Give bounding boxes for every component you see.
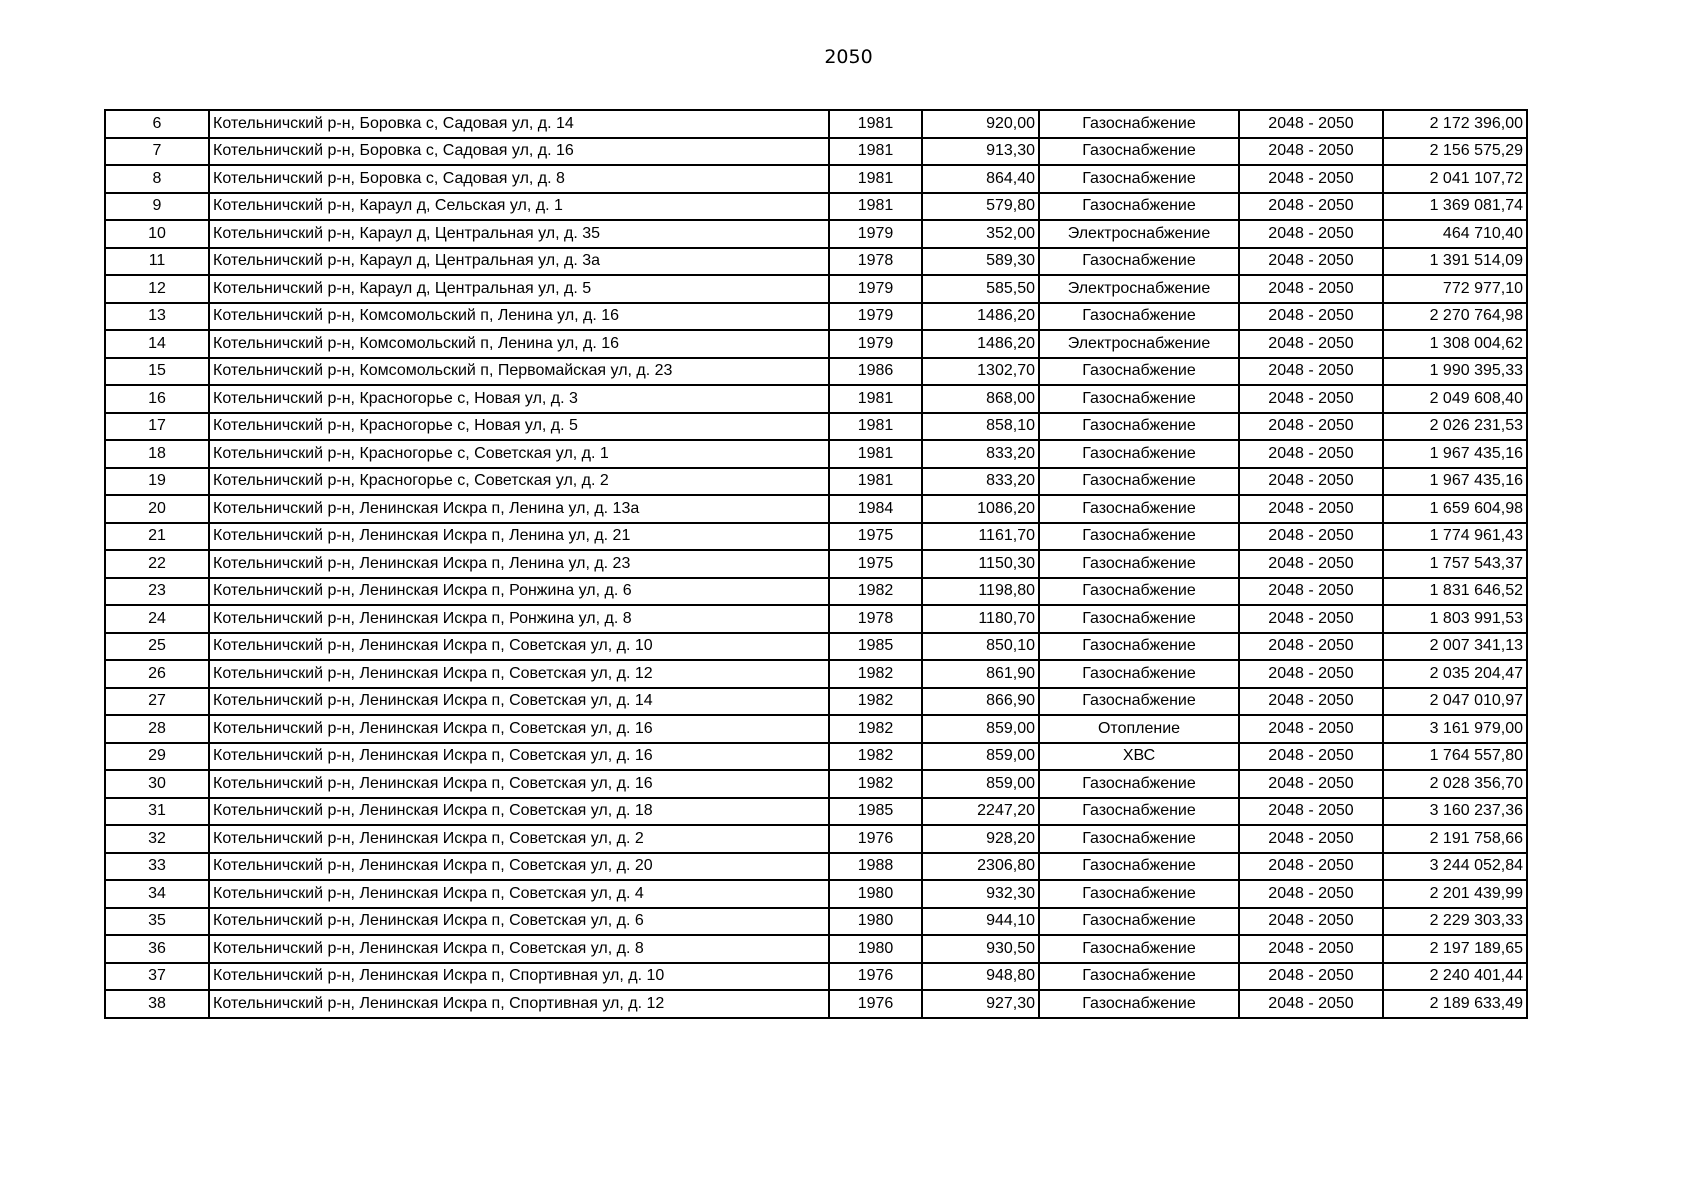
page-number: 2050 bbox=[824, 46, 873, 68]
system-cell: Газоснабжение bbox=[1039, 578, 1239, 606]
table-row bbox=[105, 468, 1527, 496]
system-cell: Отопление bbox=[1039, 715, 1239, 743]
period-cell: 2048 - 2050 bbox=[1239, 578, 1383, 606]
period-cell: 2048 - 2050 bbox=[1239, 248, 1383, 276]
row-number-cell: 7 bbox=[105, 138, 209, 166]
table-row bbox=[105, 853, 1527, 881]
system-cell: Газоснабжение bbox=[1039, 413, 1239, 441]
row-number-cell: 12 bbox=[105, 275, 209, 303]
area-cell: 859,00 bbox=[922, 743, 1039, 771]
row-number-cell: 34 bbox=[105, 880, 209, 908]
build-year-cell: 1979 bbox=[829, 330, 922, 358]
build-year-cell: 1976 bbox=[829, 963, 922, 991]
period-cell: 2048 - 2050 bbox=[1239, 715, 1383, 743]
row-number-cell: 32 bbox=[105, 825, 209, 853]
row-number-cell: 29 bbox=[105, 743, 209, 771]
build-year-cell: 1986 bbox=[829, 358, 922, 386]
address-cell: Котельничский р-н, Боровка с, Садовая ул, д. 14 bbox=[209, 110, 829, 138]
row-number-cell: 26 bbox=[105, 660, 209, 688]
cost-cell: 1 803 991,53 bbox=[1383, 605, 1527, 633]
address-cell: Котельничский р-н, Ленинская Искра п, Советская ул, д. 4 bbox=[209, 880, 829, 908]
system-cell: Газоснабжение bbox=[1039, 248, 1239, 276]
build-year-cell: 1979 bbox=[829, 275, 922, 303]
build-year-cell: 1982 bbox=[829, 770, 922, 798]
period-cell: 2048 - 2050 bbox=[1239, 550, 1383, 578]
area-cell: 1486,20 bbox=[922, 330, 1039, 358]
row-number-cell: 6 bbox=[105, 110, 209, 138]
table-row bbox=[105, 495, 1527, 523]
address-cell: Котельничский р-н, Ленинская Искра п, Ленина ул, д. 13а bbox=[209, 495, 829, 523]
cost-cell: 2 229 303,33 bbox=[1383, 908, 1527, 936]
row-number-cell: 19 bbox=[105, 468, 209, 496]
table-row bbox=[105, 715, 1527, 743]
row-number-cell: 33 bbox=[105, 853, 209, 881]
address-cell: Котельничский р-н, Ленинская Искра п, Советская ул, д. 8 bbox=[209, 935, 829, 963]
build-year-cell: 1985 bbox=[829, 633, 922, 661]
row-number-cell: 35 bbox=[105, 908, 209, 936]
row-number-cell: 15 bbox=[105, 358, 209, 386]
table-row bbox=[105, 743, 1527, 771]
cost-cell: 2 047 010,97 bbox=[1383, 688, 1527, 716]
system-cell: Газоснабжение bbox=[1039, 138, 1239, 166]
system-cell: Газоснабжение bbox=[1039, 908, 1239, 936]
area-cell: 2306,80 bbox=[922, 853, 1039, 881]
system-cell: Газоснабжение bbox=[1039, 660, 1239, 688]
table-row bbox=[105, 330, 1527, 358]
table-row bbox=[105, 385, 1527, 413]
build-year-cell: 1981 bbox=[829, 385, 922, 413]
build-year-cell: 1975 bbox=[829, 550, 922, 578]
cost-cell: 1 967 435,16 bbox=[1383, 468, 1527, 496]
row-number-cell: 13 bbox=[105, 303, 209, 331]
cost-cell: 2 172 396,00 bbox=[1383, 110, 1527, 138]
row-number-cell: 8 bbox=[105, 165, 209, 193]
area-cell: 859,00 bbox=[922, 770, 1039, 798]
build-year-cell: 1978 bbox=[829, 248, 922, 276]
row-number-cell: 11 bbox=[105, 248, 209, 276]
system-cell: Газоснабжение bbox=[1039, 523, 1239, 551]
build-year-cell: 1988 bbox=[829, 853, 922, 881]
area-cell: 352,00 bbox=[922, 220, 1039, 248]
system-cell: Газоснабжение bbox=[1039, 853, 1239, 881]
period-cell: 2048 - 2050 bbox=[1239, 990, 1383, 1018]
cost-cell: 2 240 401,44 bbox=[1383, 963, 1527, 991]
table-row bbox=[105, 660, 1527, 688]
period-cell: 2048 - 2050 bbox=[1239, 495, 1383, 523]
period-cell: 2048 - 2050 bbox=[1239, 908, 1383, 936]
row-number-cell: 38 bbox=[105, 990, 209, 1018]
area-cell: 589,30 bbox=[922, 248, 1039, 276]
build-year-cell: 1980 bbox=[829, 935, 922, 963]
row-number-cell: 14 bbox=[105, 330, 209, 358]
row-number-cell: 10 bbox=[105, 220, 209, 248]
area-cell: 859,00 bbox=[922, 715, 1039, 743]
period-cell: 2048 - 2050 bbox=[1239, 880, 1383, 908]
area-cell: 948,80 bbox=[922, 963, 1039, 991]
system-cell: Газоснабжение bbox=[1039, 550, 1239, 578]
period-cell: 2048 - 2050 bbox=[1239, 660, 1383, 688]
address-cell: Котельничский р-н, Ленинская Искра п, Советская ул, д. 20 bbox=[209, 853, 829, 881]
area-cell: 1086,20 bbox=[922, 495, 1039, 523]
build-year-cell: 1980 bbox=[829, 880, 922, 908]
cost-cell: 2 049 608,40 bbox=[1383, 385, 1527, 413]
row-number-cell: 31 bbox=[105, 798, 209, 826]
cost-cell: 3 161 979,00 bbox=[1383, 715, 1527, 743]
table-row bbox=[105, 770, 1527, 798]
build-year-cell: 1981 bbox=[829, 468, 922, 496]
row-number-cell: 28 bbox=[105, 715, 209, 743]
cost-cell: 3 160 237,36 bbox=[1383, 798, 1527, 826]
address-cell: Котельничский р-н, Ленинская Искра п, Советская ул, д. 16 bbox=[209, 770, 829, 798]
address-cell: Котельничский р-н, Ленинская Искра п, Советская ул, д. 6 bbox=[209, 908, 829, 936]
address-cell: Котельничский р-н, Ленинская Искра п, Советская ул, д. 14 bbox=[209, 688, 829, 716]
system-cell: Газоснабжение bbox=[1039, 495, 1239, 523]
row-number-cell: 18 bbox=[105, 440, 209, 468]
row-number-cell: 9 bbox=[105, 193, 209, 221]
table-row bbox=[105, 633, 1527, 661]
period-cell: 2048 - 2050 bbox=[1239, 770, 1383, 798]
address-cell: Котельничский р-н, Ленинская Искра п, Советская ул, д. 18 bbox=[209, 798, 829, 826]
table-row bbox=[105, 193, 1527, 221]
table-row bbox=[105, 138, 1527, 166]
system-cell: Газоснабжение bbox=[1039, 935, 1239, 963]
period-cell: 2048 - 2050 bbox=[1239, 138, 1383, 166]
address-cell: Котельничский р-н, Ленинская Искра п, Советская ул, д. 2 bbox=[209, 825, 829, 853]
build-year-cell: 1982 bbox=[829, 743, 922, 771]
period-cell: 2048 - 2050 bbox=[1239, 605, 1383, 633]
build-year-cell: 1979 bbox=[829, 220, 922, 248]
address-cell: Котельничский р-н, Боровка с, Садовая ул, д. 8 bbox=[209, 165, 829, 193]
build-year-cell: 1975 bbox=[829, 523, 922, 551]
address-cell: Котельничский р-н, Красногорье с, Новая ул, д. 3 bbox=[209, 385, 829, 413]
system-cell: Газоснабжение bbox=[1039, 303, 1239, 331]
table-row bbox=[105, 358, 1527, 386]
cost-cell: 1 967 435,16 bbox=[1383, 440, 1527, 468]
period-cell: 2048 - 2050 bbox=[1239, 165, 1383, 193]
period-cell: 2048 - 2050 bbox=[1239, 303, 1383, 331]
address-cell: Котельничский р-н, Ленинская Искра п, Советская ул, д. 16 bbox=[209, 743, 829, 771]
table-row bbox=[105, 550, 1527, 578]
row-number-cell: 23 bbox=[105, 578, 209, 606]
address-cell: Котельничский р-н, Комсомольский п, Первомайская ул, д. 23 bbox=[209, 358, 829, 386]
cost-cell: 1 764 557,80 bbox=[1383, 743, 1527, 771]
cost-cell: 1 369 081,74 bbox=[1383, 193, 1527, 221]
area-cell: 850,10 bbox=[922, 633, 1039, 661]
area-cell: 920,00 bbox=[922, 110, 1039, 138]
period-cell: 2048 - 2050 bbox=[1239, 743, 1383, 771]
row-number-cell: 20 bbox=[105, 495, 209, 523]
system-cell: Газоснабжение bbox=[1039, 990, 1239, 1018]
area-cell: 1180,70 bbox=[922, 605, 1039, 633]
cost-cell: 2 189 633,49 bbox=[1383, 990, 1527, 1018]
cost-cell: 2 197 189,65 bbox=[1383, 935, 1527, 963]
address-cell: Котельничский р-н, Ленинская Искра п, Советская ул, д. 16 bbox=[209, 715, 829, 743]
area-cell: 866,90 bbox=[922, 688, 1039, 716]
cost-cell: 464 710,40 bbox=[1383, 220, 1527, 248]
build-year-cell: 1980 bbox=[829, 908, 922, 936]
cost-cell: 2 026 231,53 bbox=[1383, 413, 1527, 441]
area-cell: 913,30 bbox=[922, 138, 1039, 166]
area-cell: 932,30 bbox=[922, 880, 1039, 908]
build-year-cell: 1976 bbox=[829, 990, 922, 1018]
address-cell: Котельничский р-н, Ленинская Искра п, Ронжина ул, д. 8 bbox=[209, 605, 829, 633]
area-cell: 1150,30 bbox=[922, 550, 1039, 578]
table-row bbox=[105, 110, 1527, 138]
system-cell: Электроснабжение bbox=[1039, 275, 1239, 303]
table-row bbox=[105, 165, 1527, 193]
address-cell: Котельничский р-н, Красногорье с, Новая ул, д. 5 bbox=[209, 413, 829, 441]
system-cell: Газоснабжение bbox=[1039, 880, 1239, 908]
period-cell: 2048 - 2050 bbox=[1239, 440, 1383, 468]
system-cell: Газоснабжение bbox=[1039, 688, 1239, 716]
cost-cell: 2 191 758,66 bbox=[1383, 825, 1527, 853]
address-cell: Котельничский р-н, Караул д, Сельская ул, д. 1 bbox=[209, 193, 829, 221]
table-row bbox=[105, 990, 1527, 1018]
system-cell: Газоснабжение bbox=[1039, 165, 1239, 193]
address-cell: Котельничский р-н, Комсомольский п, Ленина ул, д. 16 bbox=[209, 303, 829, 331]
row-number-cell: 24 bbox=[105, 605, 209, 633]
cost-cell: 1 308 004,62 bbox=[1383, 330, 1527, 358]
address-cell: Котельничский р-н, Ленинская Искра п, Советская ул, д. 10 bbox=[209, 633, 829, 661]
address-cell: Котельничский р-н, Караул д, Центральная ул, д. 5 bbox=[209, 275, 829, 303]
address-cell: Котельничский р-н, Караул д, Центральная ул, д. 35 bbox=[209, 220, 829, 248]
system-cell: Газоснабжение bbox=[1039, 110, 1239, 138]
area-cell: 585,50 bbox=[922, 275, 1039, 303]
build-year-cell: 1981 bbox=[829, 193, 922, 221]
table-row bbox=[105, 523, 1527, 551]
system-cell: Газоснабжение bbox=[1039, 825, 1239, 853]
table-row bbox=[105, 578, 1527, 606]
cost-cell: 2 035 204,47 bbox=[1383, 660, 1527, 688]
build-year-cell: 1981 bbox=[829, 110, 922, 138]
row-number-cell: 25 bbox=[105, 633, 209, 661]
build-year-cell: 1978 bbox=[829, 605, 922, 633]
period-cell: 2048 - 2050 bbox=[1239, 220, 1383, 248]
table-row bbox=[105, 688, 1527, 716]
build-year-cell: 1981 bbox=[829, 440, 922, 468]
system-cell: Электроснабжение bbox=[1039, 330, 1239, 358]
build-year-cell: 1981 bbox=[829, 413, 922, 441]
area-cell: 1161,70 bbox=[922, 523, 1039, 551]
period-cell: 2048 - 2050 bbox=[1239, 963, 1383, 991]
address-cell: Котельничский р-н, Ленинская Искра п, Спортивная ул, д. 12 bbox=[209, 990, 829, 1018]
cost-cell: 2 201 439,99 bbox=[1383, 880, 1527, 908]
build-year-cell: 1982 bbox=[829, 715, 922, 743]
area-cell: 864,40 bbox=[922, 165, 1039, 193]
table-row bbox=[105, 413, 1527, 441]
area-cell: 1486,20 bbox=[922, 303, 1039, 331]
system-cell: Газоснабжение bbox=[1039, 633, 1239, 661]
period-cell: 2048 - 2050 bbox=[1239, 633, 1383, 661]
build-year-cell: 1976 bbox=[829, 825, 922, 853]
period-cell: 2048 - 2050 bbox=[1239, 385, 1383, 413]
period-cell: 2048 - 2050 bbox=[1239, 798, 1383, 826]
area-cell: 861,90 bbox=[922, 660, 1039, 688]
area-cell: 944,10 bbox=[922, 908, 1039, 936]
cost-cell: 1 831 646,52 bbox=[1383, 578, 1527, 606]
table-row bbox=[105, 303, 1527, 331]
period-cell: 2048 - 2050 bbox=[1239, 935, 1383, 963]
system-cell: Газоснабжение bbox=[1039, 193, 1239, 221]
system-cell: Газоснабжение bbox=[1039, 468, 1239, 496]
cost-cell: 1 757 543,37 bbox=[1383, 550, 1527, 578]
area-cell: 1302,70 bbox=[922, 358, 1039, 386]
area-cell: 833,20 bbox=[922, 468, 1039, 496]
cost-cell: 1 659 604,98 bbox=[1383, 495, 1527, 523]
table-row bbox=[105, 220, 1527, 248]
period-cell: 2048 - 2050 bbox=[1239, 275, 1383, 303]
table-row bbox=[105, 825, 1527, 853]
system-cell: Газоснабжение bbox=[1039, 605, 1239, 633]
row-number-cell: 17 bbox=[105, 413, 209, 441]
address-cell: Котельничский р-н, Ленинская Искра п, Спортивная ул, д. 10 bbox=[209, 963, 829, 991]
address-cell: Котельничский р-н, Ленинская Искра п, Ленина ул, д. 23 bbox=[209, 550, 829, 578]
cost-cell: 1 990 395,33 bbox=[1383, 358, 1527, 386]
system-cell: ХВС bbox=[1039, 743, 1239, 771]
period-cell: 2048 - 2050 bbox=[1239, 330, 1383, 358]
area-cell: 579,80 bbox=[922, 193, 1039, 221]
area-cell: 2247,20 bbox=[922, 798, 1039, 826]
system-cell: Газоснабжение bbox=[1039, 385, 1239, 413]
address-cell: Котельничский р-н, Красногорье с, Советская ул, д. 1 bbox=[209, 440, 829, 468]
row-number-cell: 22 bbox=[105, 550, 209, 578]
table-row bbox=[105, 605, 1527, 633]
table-row bbox=[105, 935, 1527, 963]
table-row bbox=[105, 248, 1527, 276]
build-year-cell: 1981 bbox=[829, 138, 922, 166]
cost-cell: 2 041 107,72 bbox=[1383, 165, 1527, 193]
cost-cell: 1 391 514,09 bbox=[1383, 248, 1527, 276]
build-year-cell: 1981 bbox=[829, 165, 922, 193]
address-cell: Котельничский р-н, Караул д, Центральная ул, д. 3а bbox=[209, 248, 829, 276]
address-cell: Котельничский р-н, Ленинская Искра п, Советская ул, д. 12 bbox=[209, 660, 829, 688]
build-year-cell: 1979 bbox=[829, 303, 922, 331]
cost-cell: 2 156 575,29 bbox=[1383, 138, 1527, 166]
row-number-cell: 36 bbox=[105, 935, 209, 963]
period-cell: 2048 - 2050 bbox=[1239, 193, 1383, 221]
cost-cell: 2 028 356,70 bbox=[1383, 770, 1527, 798]
cost-cell: 2 270 764,98 bbox=[1383, 303, 1527, 331]
area-cell: 1198,80 bbox=[922, 578, 1039, 606]
area-cell: 927,30 bbox=[922, 990, 1039, 1018]
build-year-cell: 1985 bbox=[829, 798, 922, 826]
period-cell: 2048 - 2050 bbox=[1239, 825, 1383, 853]
row-number-cell: 37 bbox=[105, 963, 209, 991]
build-year-cell: 1984 bbox=[829, 495, 922, 523]
row-number-cell: 21 bbox=[105, 523, 209, 551]
row-number-cell: 16 bbox=[105, 385, 209, 413]
system-cell: Газоснабжение bbox=[1039, 798, 1239, 826]
table-body bbox=[105, 110, 1527, 1018]
table-row bbox=[105, 798, 1527, 826]
cost-cell: 772 977,10 bbox=[1383, 275, 1527, 303]
system-cell: Газоснабжение bbox=[1039, 770, 1239, 798]
cost-cell: 3 244 052,84 bbox=[1383, 853, 1527, 881]
period-cell: 2048 - 2050 bbox=[1239, 523, 1383, 551]
repair-schedule-table bbox=[104, 109, 1528, 1019]
period-cell: 2048 - 2050 bbox=[1239, 853, 1383, 881]
system-cell: Газоснабжение bbox=[1039, 963, 1239, 991]
cost-cell: 1 774 961,43 bbox=[1383, 523, 1527, 551]
period-cell: 2048 - 2050 bbox=[1239, 413, 1383, 441]
period-cell: 2048 - 2050 bbox=[1239, 688, 1383, 716]
table-row bbox=[105, 440, 1527, 468]
address-cell: Котельничский р-н, Красногорье с, Советская ул, д. 2 bbox=[209, 468, 829, 496]
row-number-cell: 27 bbox=[105, 688, 209, 716]
period-cell: 2048 - 2050 bbox=[1239, 358, 1383, 386]
table-row bbox=[105, 880, 1527, 908]
table-row bbox=[105, 908, 1527, 936]
build-year-cell: 1982 bbox=[829, 660, 922, 688]
build-year-cell: 1982 bbox=[829, 578, 922, 606]
period-cell: 2048 - 2050 bbox=[1239, 110, 1383, 138]
period-cell: 2048 - 2050 bbox=[1239, 468, 1383, 496]
area-cell: 930,50 bbox=[922, 935, 1039, 963]
area-cell: 858,10 bbox=[922, 413, 1039, 441]
area-cell: 833,20 bbox=[922, 440, 1039, 468]
system-cell: Газоснабжение bbox=[1039, 358, 1239, 386]
system-cell: Газоснабжение bbox=[1039, 440, 1239, 468]
address-cell: Котельничский р-н, Боровка с, Садовая ул, д. 16 bbox=[209, 138, 829, 166]
area-cell: 868,00 bbox=[922, 385, 1039, 413]
address-cell: Котельничский р-н, Комсомольский п, Ленина ул, д. 16 bbox=[209, 330, 829, 358]
area-cell: 928,20 bbox=[922, 825, 1039, 853]
table-row bbox=[105, 963, 1527, 991]
build-year-cell: 1982 bbox=[829, 688, 922, 716]
address-cell: Котельничский р-н, Ленинская Искра п, Ленина ул, д. 21 bbox=[209, 523, 829, 551]
table-row bbox=[105, 275, 1527, 303]
row-number-cell: 30 bbox=[105, 770, 209, 798]
address-cell: Котельничский р-н, Ленинская Искра п, Ронжина ул, д. 6 bbox=[209, 578, 829, 606]
system-cell: Электроснабжение bbox=[1039, 220, 1239, 248]
cost-cell: 2 007 341,13 bbox=[1383, 633, 1527, 661]
